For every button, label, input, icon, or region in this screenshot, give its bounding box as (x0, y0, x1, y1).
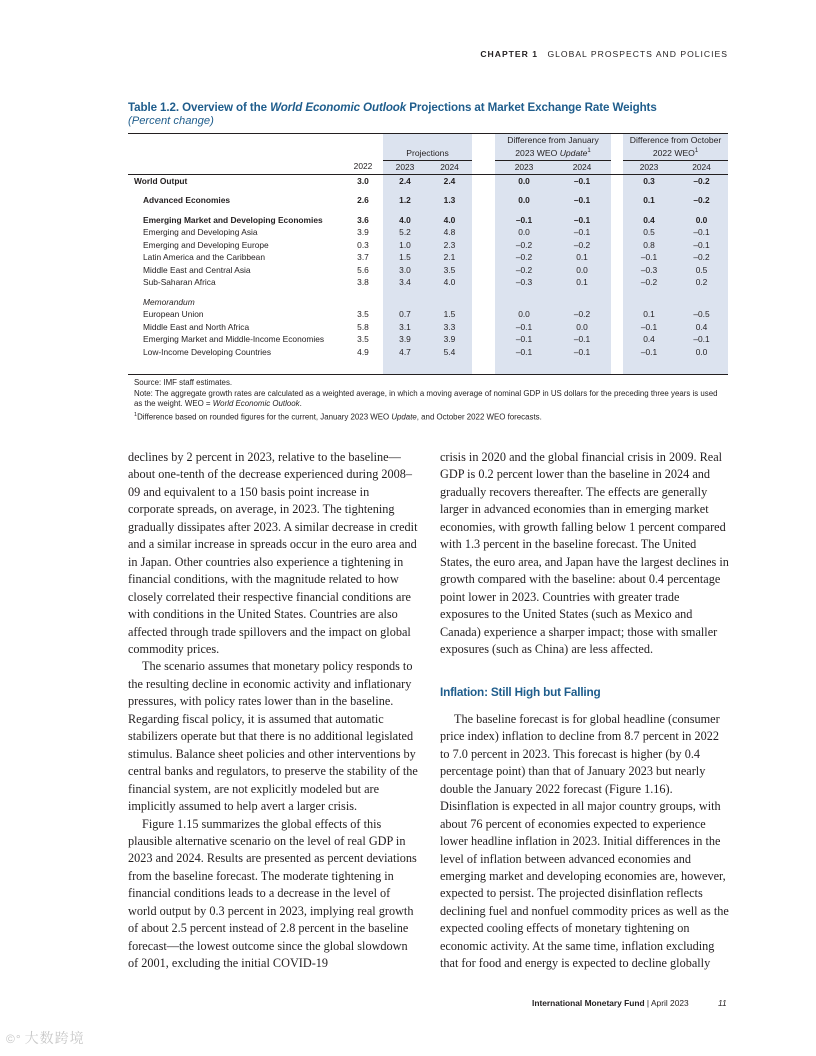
value-cell: 0.5 (643, 227, 655, 237)
body-paragraph: Figure 1.15 summarizes the global effects of this plausible alternative scenario on the level of real GDP in 2023 and 2024. Results are presented as percent deviations from the baseline forecast. The moderate tightening in financial conditions leads to a decrease in the level of world output by 0.3 percent in 2023, implying real growth of about 2.5 percent instead of 2.8 percent in the baseline forecast—the lowest outcome since the global slowdown of 2001, excluding the initial COVID-19 (128, 816, 417, 971)
running-head (480, 49, 728, 59)
value-cell: 5.2 (399, 227, 411, 237)
value-cell: 2.1 (443, 252, 456, 262)
value-cell: 0.0 (576, 264, 588, 275)
value-cell: 1.0 (399, 239, 411, 250)
value-cell: 0.4 (643, 214, 655, 225)
year-header: 2022 (343, 160, 383, 174)
value-cell: –0.1 (573, 214, 591, 225)
value-cell: 4.0 (443, 214, 456, 225)
year-header: 2024 (675, 160, 728, 174)
value-cell: 4.9 (357, 346, 369, 357)
table-row (128, 174, 728, 187)
row-label: Advanced Economies (143, 195, 231, 205)
footer-date: | April 2023 (644, 998, 689, 1008)
table-note: Note: The aggregate growth rates are calculated as a weighted average, in which a moving average of nominal GDP in US dollars for the preceding three years is used as the weight. WEO = World Economic Outlook. (134, 388, 718, 409)
row-label: Middle East and Central Asia (143, 264, 251, 275)
table-row (128, 276, 728, 289)
table-row (128, 296, 728, 309)
value-cell: 3.8 (357, 277, 369, 287)
value-cell: –0.2 (693, 252, 710, 262)
value-cell: 3.7 (357, 252, 369, 262)
chapter-label: CHAPTER 1 (480, 49, 539, 59)
value-cell: 0.1 (576, 252, 588, 262)
value-cell: 0.0 (518, 309, 530, 319)
year-header: 2023 (623, 160, 675, 174)
value-cell: –0.2 (640, 277, 658, 287)
row-label: Sub-Saharan Africa (143, 277, 216, 287)
value-cell: –0.1 (573, 227, 591, 237)
watermark (6, 1028, 85, 1048)
watermark-text: 大数跨境 (24, 1030, 85, 1046)
value-cell: 5.4 (443, 346, 456, 357)
value-cell: 2.4 (399, 175, 411, 186)
value-cell: –0.2 (515, 252, 533, 262)
year-header: 2023 (383, 160, 427, 174)
value-cell: 3.0 (399, 264, 411, 275)
table-row (128, 194, 728, 207)
value-cell: 3.4 (399, 277, 411, 287)
table-block (128, 101, 728, 423)
value-cell: 0.0 (576, 321, 588, 332)
value-cell: 0.0 (695, 214, 708, 225)
value-cell: 1.5 (399, 252, 411, 262)
row-label: Latin America and the Caribbean (143, 252, 265, 262)
value-cell: 4.7 (399, 346, 411, 357)
value-cell: 0.0 (518, 195, 530, 205)
value-cell: 3.9 (357, 227, 369, 237)
value-cell: –0.2 (573, 309, 591, 319)
value-cell: –0.3 (515, 277, 533, 287)
value-cell: –0.5 (693, 309, 710, 319)
left-column (128, 449, 418, 973)
value-cell: 0.1 (643, 309, 655, 319)
table-row (128, 214, 728, 227)
value-cell: 2.4 (443, 175, 456, 186)
table-subtitle: (Percent change) (128, 115, 214, 127)
value-cell: 3.9 (443, 334, 456, 344)
value-cell: 5.6 (357, 264, 369, 275)
table-row (128, 333, 728, 346)
row-label: Memorandum (143, 296, 195, 307)
spacer-row (128, 207, 728, 214)
value-cell: –0.1 (640, 346, 658, 357)
value-cell: 0.0 (695, 346, 708, 357)
row-label: Emerging Market and Developing Economies (143, 214, 323, 225)
row-label: Emerging Market and Middle-Income Economies (143, 334, 325, 344)
value-cell: –0.2 (693, 175, 710, 186)
value-cell: 0.3 (357, 239, 369, 250)
value-cell: 1.2 (399, 195, 411, 205)
spacer-row (128, 289, 728, 296)
value-cell: –0.2 (515, 264, 533, 275)
value-cell: 3.0 (357, 175, 369, 186)
body-paragraph: declines by 2 percent in 2023, relative to the baseline—about one-tenth of the decrease experienced during 2008–09 and equivalent to a 150 basis point increase in corporate spreads, on average, in 2023. The tightening gradually dissipates after 2023. A similar decrease in credit and a similar increase in spreads occur in the euro area and in Japan. Other countries also experience a tightening in financial conditions, with the magnitude related to how closely correlated their respective financial conditions are with conditions in the United States. Countries are also affected through trade spillovers and the impact on global commodity prices. (128, 450, 418, 656)
section-heading: Inflation: Still High but Falling (440, 685, 601, 700)
value-cell: 0.3 (643, 175, 655, 186)
value-cell: –0.1 (573, 175, 591, 186)
value-cell: –0.1 (515, 321, 533, 332)
row-label: Middle East and North Africa (143, 321, 250, 332)
value-cell: 0.8 (643, 239, 655, 250)
table-row (128, 321, 728, 334)
body-paragraph: The scenario assumes that monetary policy responds to the resulting decline in economic activity and inflationary pressures, with policy rates lower than in the baseline. Regarding fiscal policy, it is assumed that automatic stabilizers operate but that there is no additional legislated stimulus. Balance sheet policies and other interventions by central banks and regulators, to preserve the stability of the financial system, are not explicitly modeled but are implicitly assumed to help avert a larger crisis. (128, 659, 418, 814)
table-row (128, 239, 728, 252)
table-title-suffix: Projections at Market Exchange Rate Weights (406, 101, 657, 114)
table-row (128, 308, 728, 321)
value-cell: 3.9 (399, 334, 411, 344)
row-label: Emerging and Developing Europe (143, 239, 269, 250)
value-cell: 0.5 (695, 264, 708, 275)
watermark-logo-icon: ©° (6, 1032, 22, 1046)
table-row (128, 251, 728, 264)
value-cell: 0.0 (518, 175, 530, 186)
row-label: World Output (134, 175, 188, 186)
value-cell: –0.2 (573, 239, 591, 250)
value-cell: 0.1 (643, 195, 655, 205)
year-header: 2023 (495, 160, 553, 174)
table-row (128, 264, 728, 277)
year-header: 2024 (427, 160, 472, 174)
group-header-diff-january: Difference from January 2023 WEO Update$^1$ (495, 134, 611, 160)
value-cell: 1.5 (443, 309, 456, 319)
table-body (128, 174, 728, 358)
value-cell: –0.1 (515, 346, 533, 357)
value-cell: 0.2 (695, 277, 708, 287)
row-label: Emerging and Developing Asia (143, 227, 258, 237)
value-cell: –0.1 (693, 334, 710, 344)
table-year-row (128, 160, 728, 174)
group-header-projections: Projections (383, 134, 472, 160)
table-frame (128, 133, 728, 375)
value-cell: –0.1 (515, 214, 533, 225)
table-title (128, 101, 728, 114)
value-cell: –0.1 (693, 227, 710, 237)
value-cell: 4.0 (399, 214, 411, 225)
page-number: 11 (718, 998, 727, 1008)
table-footnote: $^1$Difference based on rounded figures for the current, January 2023 WEO Update, and October 2022 WEO forecasts. (134, 411, 542, 422)
value-cell: 3.5 (443, 264, 456, 275)
row-label: European Union (143, 309, 204, 319)
value-cell: –0.3 (640, 264, 658, 275)
table-row (128, 226, 728, 239)
value-cell: –0.1 (573, 195, 591, 205)
value-cell: 2.3 (443, 239, 456, 250)
row-label: Low-Income Developing Countries (143, 346, 272, 357)
value-cell: 0.4 (695, 321, 708, 332)
value-cell: 0.4 (643, 334, 655, 344)
outlook-table (128, 134, 728, 358)
chapter-title: GLOBAL PROSPECTS AND POLICIES (547, 49, 728, 59)
table-source: Source: IMF staff estimates. (134, 378, 233, 387)
body-paragraph: crisis in 2020 and the global financial crisis in 2009. Real GDP is 0.2 percent lower than the baseline in 2024 and gradually recovers thereafter. The effects are generally larger in advanced economies than in emerging market economies, with growth falling below 1 percent compared with 1.3 percent in the baseline forecast. The United States, the euro area, and Japan have the largest declines in growth compared with the baseline: about 0.4 percentage point lower in 2023. Countries with greater trade exposures to the United States (such as Mexico and Canada) experience a sharper impact; those with smaller exposures (such as China) are less affected. (440, 450, 729, 656)
right-column (440, 449, 730, 973)
footer-org: International Monetary Fund (532, 998, 645, 1008)
value-cell: –0.2 (693, 195, 710, 205)
value-cell: –0.1 (573, 334, 591, 344)
value-cell: 3.3 (443, 321, 456, 332)
value-cell: 4.0 (443, 277, 456, 287)
value-cell: 3.1 (399, 321, 411, 332)
value-cell: 3.5 (357, 309, 369, 319)
value-cell: –0.1 (515, 334, 533, 344)
year-header: 2024 (553, 160, 611, 174)
value-cell: –0.1 (693, 239, 710, 250)
group-header-diff-october: Difference from October 2022 WEO$^1$ (623, 134, 728, 160)
table-row (128, 346, 728, 359)
value-cell: 2.6 (357, 195, 369, 205)
value-cell: 3.5 (357, 334, 369, 344)
value-cell: –0.1 (640, 321, 658, 332)
value-cell: 3.6 (357, 214, 369, 225)
table-notes (128, 378, 728, 423)
value-cell: 5.8 (357, 321, 369, 332)
table-title-prefix: Table 1.2. Overview of the (128, 101, 271, 114)
table-group-header-row (128, 134, 728, 160)
value-cell: 0.1 (576, 277, 588, 287)
value-cell: –0.2 (515, 239, 533, 250)
body-paragraph: The baseline forecast is for global headline (consumer price index) inflation to decline from 8.7 percent in 2022 to 7.0 percent in 2023. This forecast is higher (by 0.4 percentage point) than that of January 2023 but nearly double the January 2022 forecast (Figure 1.16). Disinflation is expected in all major country groups, with about 76 percent of economies expected to experience lower headline inflation in 2023. Initial differences in the level of inflation between advanced economies and emerging market and developing economies are, however, expected to persist. The projected disinflation reflects declining fuel and nonfuel commodity prices as well as the expected cooling effects of monetary tightening on economic activity. At the same time, inflation excluding that for food and energy is expected to decline globally (440, 711, 729, 971)
value-cell: 4.8 (443, 227, 456, 237)
value-cell: 0.7 (399, 309, 411, 319)
page-footer (532, 998, 727, 1008)
table-title-italic: World Economic Outlook (270, 101, 407, 114)
value-cell: 1.3 (443, 195, 456, 205)
spacer-row (128, 187, 728, 194)
value-cell: –0.1 (640, 252, 658, 262)
value-cell: –0.1 (573, 346, 591, 357)
value-cell: 0.0 (518, 227, 530, 237)
